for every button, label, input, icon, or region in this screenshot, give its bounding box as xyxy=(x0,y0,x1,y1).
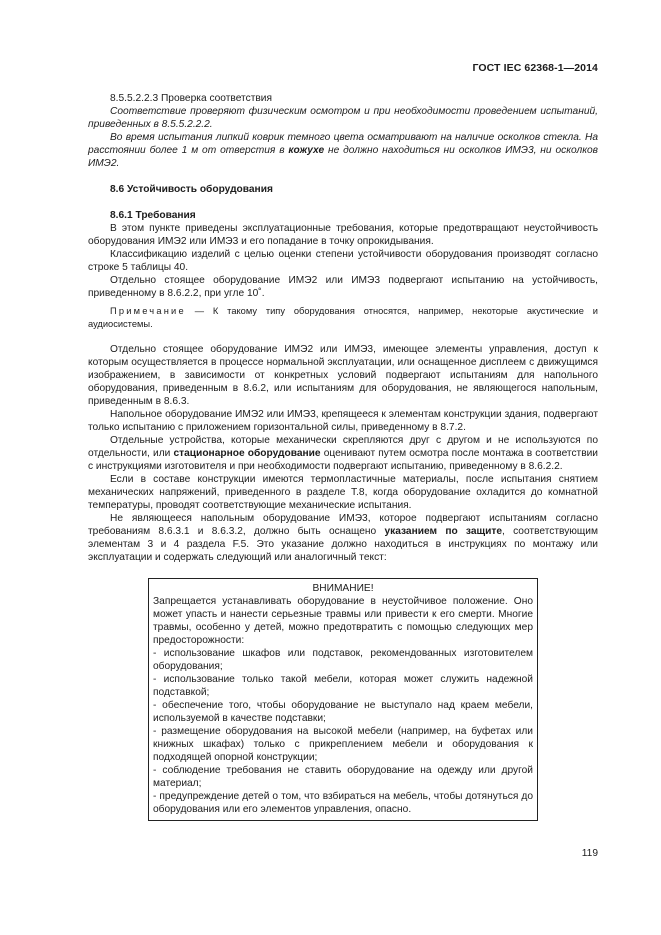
warning-item: - соблюдение требования не ставить оборудование на одежду или другой материал; xyxy=(153,765,533,789)
paragraph-3: Отдельно стоящее оборудование ИМЭ2 или ИМЭ3 подвергают испытанию на устойчивость, приведенному в 8.6.2.2, при угле 10˚. xyxy=(88,275,598,299)
warning-box xyxy=(148,578,538,821)
test-text-part-a: Во время испытания липкий коврик темного цвета осматривают на наличие осколков стекла. На расстоянии более 1 м от отверстия в xyxy=(88,132,598,156)
warning-item: - размещение оборудования на высокой мебели (например, на буфетах или книжных шкафах) только с прикреплением мебели и оборудования к подходящей опорной конструкции; xyxy=(153,726,533,763)
page-content xyxy=(88,92,598,821)
note-text: — К такому типу оборудования относятся, например, некоторые акустические и аудиосистемы. xyxy=(88,306,598,329)
warning-item: - использование только такой мебели, которая может служить надежной подставкой; xyxy=(153,674,533,698)
section-title-8-6: 8.6 Устойчивость оборудования xyxy=(110,184,273,195)
paragraph-6 xyxy=(88,434,598,473)
paragraph-8 xyxy=(88,512,598,564)
paragraph-8-part-a: Не являющееся напольным оборудование ИМЭ3, которое подвергают испытаниям согласно требованиям 8.6.3.1 и 8.6.3.2, должно быть оснащено xyxy=(88,513,598,537)
warning-item: - предупреждение детей о том, что взбираться на мебель, чтобы дотянуться до оборудования или его элементов управления, опасно. xyxy=(153,791,533,815)
paragraph-6-part-a: Отдельные устройства, которые механически скрепляются друг с другом и не используются по отдельности, или xyxy=(88,435,598,459)
paragraph-8-part-b: , соответствующим элементам 3 и 4 раздела F.5. Это указание должно находиться в инструкциях по монтажу или эксплуатации и содержать следующий или аналогичный текст: xyxy=(88,526,599,563)
warning-intro: Запрещается устанавливать оборудование в неустойчивое положение. Оно может упасть и нанести серьезные травмы или привести к его смерти. Многие травмы, особенно у детей, можно предотвратить с помощью следующих мер предосторожности: xyxy=(153,596,533,646)
note xyxy=(88,305,598,330)
page-number: 119 xyxy=(581,848,598,859)
warning-title: ВНИМАНИЕ! xyxy=(312,583,374,594)
standard-header: ГОСТ IEC 62368-1—2014 xyxy=(472,62,598,74)
paragraph-4: Отдельно стоящее оборудование ИМЭ2 или ИМЭ3, имеющее элементы управления, доступ к которым осуществляется в процессе нормальной эксплуатации, или оснащенное дисплеем с движущимся изображением, в зависимости от конкретных условий подвергают испытаниям для напольного оборудования, приведенным в 8.6.2, или испытаниям для оборудования, не являющегося напольным, приведенным в 8.6.3. xyxy=(88,344,598,407)
paragraph-8-term: указанием по защите xyxy=(384,526,503,537)
warning-item: - использование шкафов или подставок, рекомендованных изготовителем оборудования; xyxy=(153,648,533,672)
paragraph-5: Напольное оборудование ИМЭ2 или ИМЭ3, крепящееся к элементам конструкции здания, подвергают только испытанию с приложением горизонтальной силы, приведенному в 8.7.2. xyxy=(88,409,598,433)
test-text-term: кожухе xyxy=(288,145,325,156)
paragraph-6-term: стационарное оборудование xyxy=(173,448,321,459)
test-description xyxy=(88,131,598,170)
paragraph-1: В этом пункте приведены эксплуатационные требования, которые предотвращают неустойчивость оборудования ИМЭ2 или ИМЭ3 и его попадание в точку опрокидывания. xyxy=(88,223,598,247)
paragraph-2: Классификацию изделий с целью оценки степени устойчивости оборудования производят согласно строке 5 таблицы 40. xyxy=(88,249,598,273)
item-title-8-5-5-2-2-3: 8.5.5.2.2.3 Проверка соответствия xyxy=(110,93,272,104)
test-text-part-b: не должно находиться ни осколков ИМЭ3, ни осколков ИМЭ2. xyxy=(88,145,598,169)
paragraph-6-part-b: оценивают путем осмотра после монтажа в соответствии с инструкциями изготовителя и при необходимости подвергают испытанию, приведенному в 8.6.2.2. xyxy=(88,448,598,472)
subsection-title-8-6-1: 8.6.1 Требования xyxy=(110,210,196,221)
warning-item: - обеспечение того, чтобы оборудование не выступало над краем мебели, используемой в качестве подставки; xyxy=(153,700,533,724)
paragraph-7: Если в составе конструкции имеются термопластичные материалы, после испытания снятием механических напряжений, приведенного в разделе Т.8, когда оборудование охладится до комнатной температуры, проводят соответствующие механические испытания. xyxy=(88,474,598,511)
compliance-text: Соответствие проверяют физическим осмотром и при необходимости проведением испытаний, приведенных в 8.5.5.2.2.2. xyxy=(88,106,598,130)
note-label: Примечание xyxy=(110,306,186,316)
